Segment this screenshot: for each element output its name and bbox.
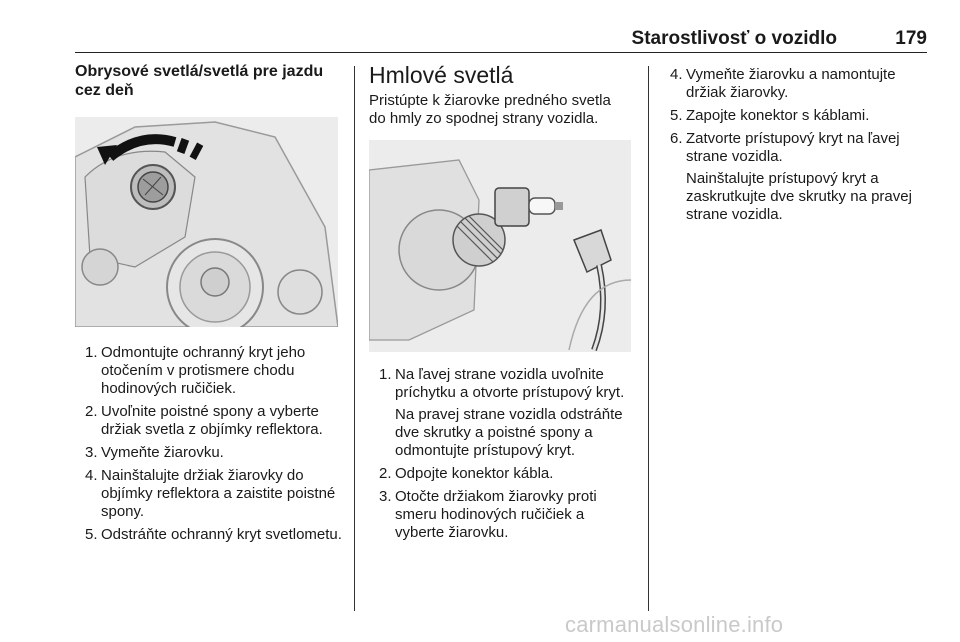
list-item-note: Na pravej strane vozidla odstráňte dve skrutky a poistné spony a odmontujte prístupový kryt.	[395, 406, 623, 459]
list-item: 6. Zatvorte prístupový kryt na ľavej strane vozidla. Nainštalujte prístupový kryt a zaskrutkujte dve skrutky na pravej strane vozidla.	[660, 130, 932, 224]
column-2	[369, 62, 631, 128]
list-item: 3. Vymeňte žiarovku.	[85, 444, 224, 461]
steps-fog-lights-continued	[660, 66, 932, 229]
page-header	[75, 26, 927, 53]
headlamp-drawing	[75, 117, 338, 327]
list-item: 4. Nainštalujte držiak žiarovky do objímky reflektora a zaistite poistné spony.	[85, 467, 336, 520]
section-title-position-lights: Obrysové svetlá/svetlá pre jazdu cez deň	[75, 63, 324, 99]
column-1	[75, 62, 343, 100]
list-item-note: Nainštalujte prístupový kryt a zaskrutkujte dve skrutky na pravej strane vozidla.	[686, 170, 912, 223]
page-number: 179	[895, 28, 927, 49]
column-divider	[648, 66, 649, 611]
list-item: 5. Odstráňte ochranný kryt svetlometu.	[85, 526, 342, 543]
list-item: 3. Otočte držiakom žiarovky proti smeru hodinových ručičiek a vyberte žiarovku.	[379, 488, 597, 541]
header-title: Starostlivosť o vozidlo	[631, 28, 837, 49]
fog-lamp-drawing	[369, 140, 631, 352]
watermark: carmanualsonline.info	[565, 612, 784, 637]
list-item: 5. Zapojte konektor s káblami.	[670, 107, 870, 124]
list-item: 2. Odpojte konektor kábla.	[379, 465, 554, 482]
list-item: 2. Uvoľnite poistné spony a vyberte držiak svetla z objímky reflektora.	[85, 403, 323, 438]
fog-lights-intro: Pristúpte k žiarovke predného svetla do hmly zo spodnej strany vozidla.	[369, 92, 611, 127]
list-item: 4. Vymeňte žiarovku a namontujte držiak žiarovky.	[670, 66, 896, 101]
steps-fog-lights	[369, 366, 631, 547]
section-title-fog-lights: Hmlové svetlá	[369, 62, 514, 88]
steps-position-lights	[75, 344, 355, 549]
fog-lamp-illustration	[369, 140, 631, 352]
headlamp-illustration	[75, 117, 338, 327]
list-item: 1. Odmontujte ochranný kryt jeho otočením v protismere chodu hodinových ručičiek.	[85, 344, 306, 397]
list-item: 1. Na ľavej strane vozidla uvoľnite príchytku a otvorte prístupový kryt. Na pravej strane vozidla odstráňte dve skrutky a poistné spony a odmontujte prístupový kryt.	[369, 366, 631, 460]
